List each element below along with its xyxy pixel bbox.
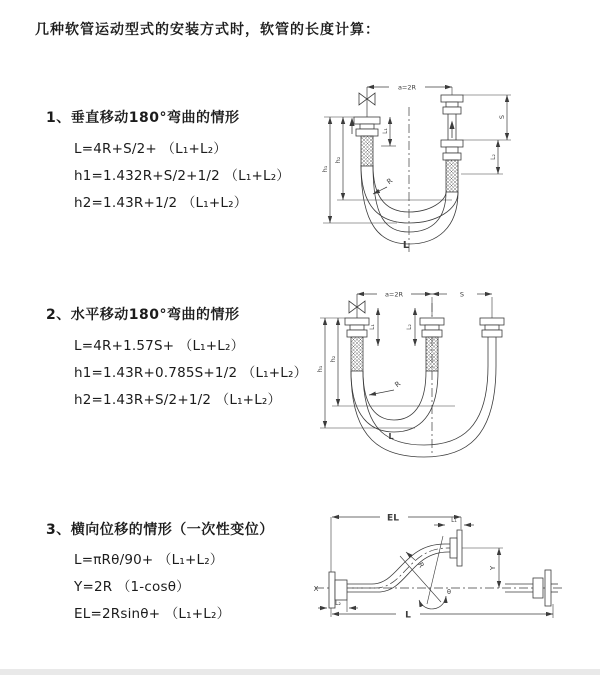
dim-l2-label: L₂ [406, 324, 413, 330]
angle-theta-label: θ [447, 588, 451, 596]
right-flange-moved-position [480, 318, 504, 366]
dim-s-label: S [459, 290, 465, 299]
dim-h1-label: h₁ [321, 165, 329, 173]
left-flange-fitting [345, 318, 369, 371]
dim-l1-label: L₁ [369, 324, 376, 330]
page-title: 几种软管运动型式的安装方式时，软管的长度计算： [35, 22, 380, 38]
dim-y-label: Y [489, 565, 497, 571]
braided-hose-section [351, 337, 363, 371]
hose-centerline [340, 548, 462, 588]
radius-label: R [385, 176, 395, 187]
section3-formula-EL: EL=2Rsinθ+ （L₁+L₂） [74, 606, 231, 622]
section2-formula-h1: h1=1.43R+0.785S+1/2 （L₁+L₂） [74, 365, 308, 381]
hose-u-curves [361, 165, 458, 244]
left-flange-fitting [354, 117, 380, 166]
length-l-label: L [405, 610, 411, 621]
braided-hose-section [446, 160, 458, 192]
movement-arrow-up-right [449, 121, 454, 139]
diagram-lateral-displacement [314, 514, 562, 621]
angle-construction [400, 536, 446, 609]
radius-label: R [393, 379, 403, 390]
section1-formula-h2: h2=1.43R+1/2 （L₁+L₂） [74, 195, 248, 211]
dim-h2-label: h₂ [329, 355, 337, 363]
section2-formula-L: L=4R+1.57S+ （L₁+L₂） [74, 338, 245, 354]
braided-hose-section [361, 136, 373, 166]
section1-heading: 1、垂直移动180°弯曲的情形 [46, 110, 240, 126]
section2-heading: 2、水平移动180°弯曲的情形 [46, 307, 240, 323]
page-bottom-edge [0, 669, 600, 675]
upper-right-flange [450, 530, 462, 566]
axis-marker-label: X [313, 585, 319, 593]
right-flange-lower-position [441, 140, 463, 192]
dim-l1-label: L₁ [451, 517, 457, 524]
radius-label: R [416, 561, 426, 570]
section3-formula-Y: Y=2R （1-cosθ） [74, 579, 190, 595]
hose-s-curve [347, 544, 450, 592]
braided-hose-section [426, 337, 438, 371]
diagram-vertical-180-bend [321, 84, 511, 253]
section1-formula-h1: h1=1.432R+S/2+1/2 （L₁+L₂） [74, 168, 291, 184]
section1-formula-L: L=4R+S/2+ （L₁+L₂） [74, 141, 228, 157]
dim-h2-label: h₂ [334, 156, 342, 164]
dim-l1-label: L₁ [382, 128, 389, 134]
section2-formula-h2: h2=1.43R+S/2+1/2 （L₁+L₂） [74, 392, 282, 408]
dim-a2r-label: a=2R [384, 290, 404, 299]
length-l-label: L [402, 240, 410, 251]
section3-formula-L: L=πRθ/90+ （L₁+L₂） [74, 552, 224, 568]
valve-icon [349, 294, 365, 318]
dim-l2-label: L₂ [335, 600, 341, 607]
dim-el-label: EL [387, 513, 399, 524]
middle-flange-fitting [420, 318, 444, 371]
length-l-label: L [388, 432, 394, 441]
hose-u-curves [351, 366, 496, 457]
dim-s-label: S [498, 114, 506, 120]
valve-icon [359, 87, 375, 117]
diagram-horizontal-180-bend [316, 291, 504, 458]
dim-a2r-label: a=2R [397, 83, 417, 92]
dim-l2-label: L₂ [490, 154, 497, 160]
right-flange-upper-position [441, 95, 463, 114]
dim-h1-label: h₁ [316, 365, 324, 373]
section3-heading: 3、横向位移的情形（一次性变位） [46, 522, 274, 538]
